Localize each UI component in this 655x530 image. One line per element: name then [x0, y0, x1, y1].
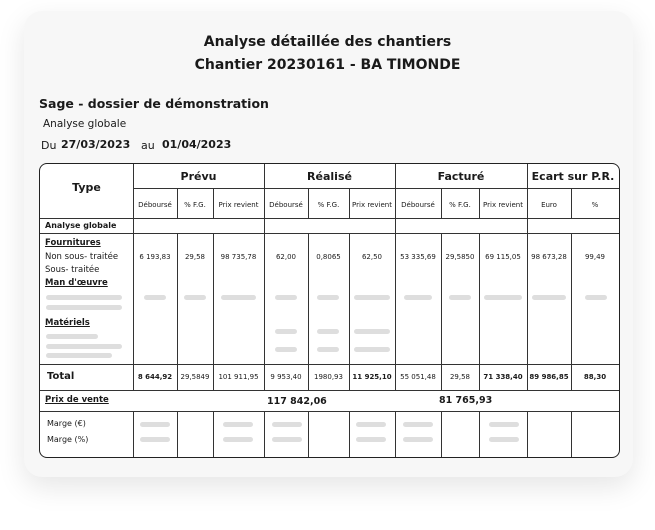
report-title: Analyse détaillée des chantiers [203, 34, 452, 50]
grid-line [133, 411, 134, 457]
subheader: % [591, 201, 599, 209]
placeholder-bar [275, 347, 297, 352]
placeholder-bar [223, 422, 253, 427]
grid-line [40, 390, 619, 391]
grid-line [527, 164, 528, 390]
analysis-table [39, 163, 620, 458]
grid-line [308, 411, 309, 457]
grid-line [264, 164, 265, 390]
prix-vente-facture: 81 765,93 [439, 395, 493, 406]
main-oeuvre-label: Man d'œuvre [45, 278, 108, 288]
subheader: % F.G. [449, 201, 471, 209]
placeholder-bar [46, 295, 122, 300]
subheader: Euro [541, 201, 557, 209]
group-header-ecart: Ecart sur P.R. [531, 170, 615, 183]
subheader: % F.G. [317, 201, 340, 209]
placeholder-bar [449, 295, 471, 300]
grid-line [133, 188, 619, 189]
date-to-label: au [141, 139, 155, 152]
placeholder-bar [221, 295, 256, 300]
fournitures-value: 99,49 [584, 253, 606, 261]
placeholder-bar [489, 422, 519, 427]
grid-line [40, 411, 619, 412]
grid-line [479, 411, 480, 457]
total-value: 29,58 [449, 373, 471, 381]
placeholder-bar [272, 437, 302, 442]
placeholder-bar [489, 437, 519, 442]
placeholder-bar [275, 329, 297, 334]
grid-line [264, 411, 265, 457]
date-to: 01/04/2023 [162, 138, 232, 151]
placeholder-bar [585, 295, 607, 300]
fournitures-value: 98 673,28 [531, 253, 567, 261]
fournitures-value: 29,58 [184, 253, 206, 261]
placeholder-bar [317, 347, 339, 352]
placeholder-bar [46, 334, 98, 339]
total-value: 1980,93 [314, 373, 343, 381]
total-value: 55 051,48 [400, 373, 436, 381]
placeholder-bar [356, 437, 386, 442]
grid-line [40, 233, 619, 234]
placeholder-bar [354, 347, 390, 352]
total-value: 29,5849 [180, 373, 210, 381]
grid-line [441, 411, 442, 457]
placeholder-bar [275, 295, 297, 300]
subheader: Prix revient [483, 201, 523, 209]
total-label: Total [47, 371, 75, 382]
marge-pct-label: Marge (%) [47, 435, 89, 444]
placeholder-bar [484, 295, 522, 300]
placeholder-bar [46, 344, 122, 349]
placeholder-bar [404, 295, 432, 300]
placeholder-bar [140, 437, 170, 442]
placeholder-bar [144, 295, 166, 300]
grid-line [527, 411, 528, 457]
subheader: Prix revient [352, 201, 392, 209]
placeholder-bar [317, 295, 339, 300]
report-subtitle: Chantier 20230161 - BA TIMONDE [194, 57, 461, 73]
placeholder-bar [272, 422, 302, 427]
subheader: % F.G. [184, 201, 206, 209]
prix-vente-realise: 117 842,06 [267, 396, 327, 407]
group-header-facture: Facturé [437, 170, 485, 183]
grid-line [213, 411, 214, 457]
total-value: 11 925,10 [352, 373, 392, 381]
subheader: Déboursé [401, 201, 435, 209]
grid-line [40, 218, 619, 219]
fournitures-value: 53 335,69 [400, 253, 436, 261]
placeholder-bar [354, 295, 390, 300]
subheader: Déboursé [269, 201, 303, 209]
section-label: Analyse globale [45, 221, 117, 230]
company-name: Sage - dossier de démonstration [39, 96, 269, 111]
grid-line [395, 164, 396, 390]
subheader: Prix revient [218, 201, 259, 209]
fournitures-value: 62,00 [275, 253, 297, 261]
placeholder-bar [46, 305, 122, 310]
placeholder-bar [184, 295, 206, 300]
fournitures-value: 62,50 [361, 253, 383, 261]
non-sous-traitee-label: Non sous- traitée [45, 252, 119, 262]
materiels-label: Matériels [45, 318, 90, 328]
placeholder-bar [403, 437, 433, 442]
type-header: Type [72, 181, 101, 194]
placeholder-bar [46, 353, 112, 358]
marge-eur-label: Marge (€) [47, 419, 86, 428]
fournitures-value: 29,5850 [445, 253, 475, 261]
total-value: 101 911,95 [218, 373, 259, 381]
date-from-label: Du [41, 139, 57, 152]
total-value: 88,30 [583, 373, 607, 381]
grid-line [177, 411, 178, 457]
fournitures-value: 0,8065 [316, 253, 341, 261]
fournitures-value: 98 735,78 [220, 253, 257, 261]
subheader: Déboursé [138, 201, 172, 209]
analysis-type: Analyse globale [43, 118, 127, 130]
group-header-prevu: Prévu [180, 170, 217, 183]
prix-vente-label: Prix de vente [45, 395, 109, 405]
total-value: 8 644,92 [137, 373, 173, 381]
group-header-realise: Réalisé [307, 170, 352, 183]
placeholder-bar [532, 295, 566, 300]
grid-line [395, 411, 396, 457]
fournitures-value: 6 193,83 [139, 253, 171, 261]
total-value: 71 338,40 [483, 373, 523, 381]
grid-line [571, 411, 572, 457]
date-from: 27/03/2023 [61, 138, 131, 151]
placeholder-bar [403, 422, 433, 427]
grid-line [349, 411, 350, 457]
fournitures-label: Fournitures [45, 238, 101, 248]
placeholder-bar [223, 437, 253, 442]
placeholder-bar [140, 422, 170, 427]
grid-line [40, 364, 619, 365]
placeholder-bar [317, 329, 339, 334]
fournitures-value: 69 115,05 [485, 253, 521, 261]
placeholder-bar [354, 329, 390, 334]
sous-traitee-label: Sous- traitée [45, 265, 100, 275]
total-value: 9 953,40 [270, 373, 302, 381]
total-value: 89 986,85 [529, 373, 569, 381]
grid-line [133, 164, 134, 390]
placeholder-bar [356, 422, 386, 427]
